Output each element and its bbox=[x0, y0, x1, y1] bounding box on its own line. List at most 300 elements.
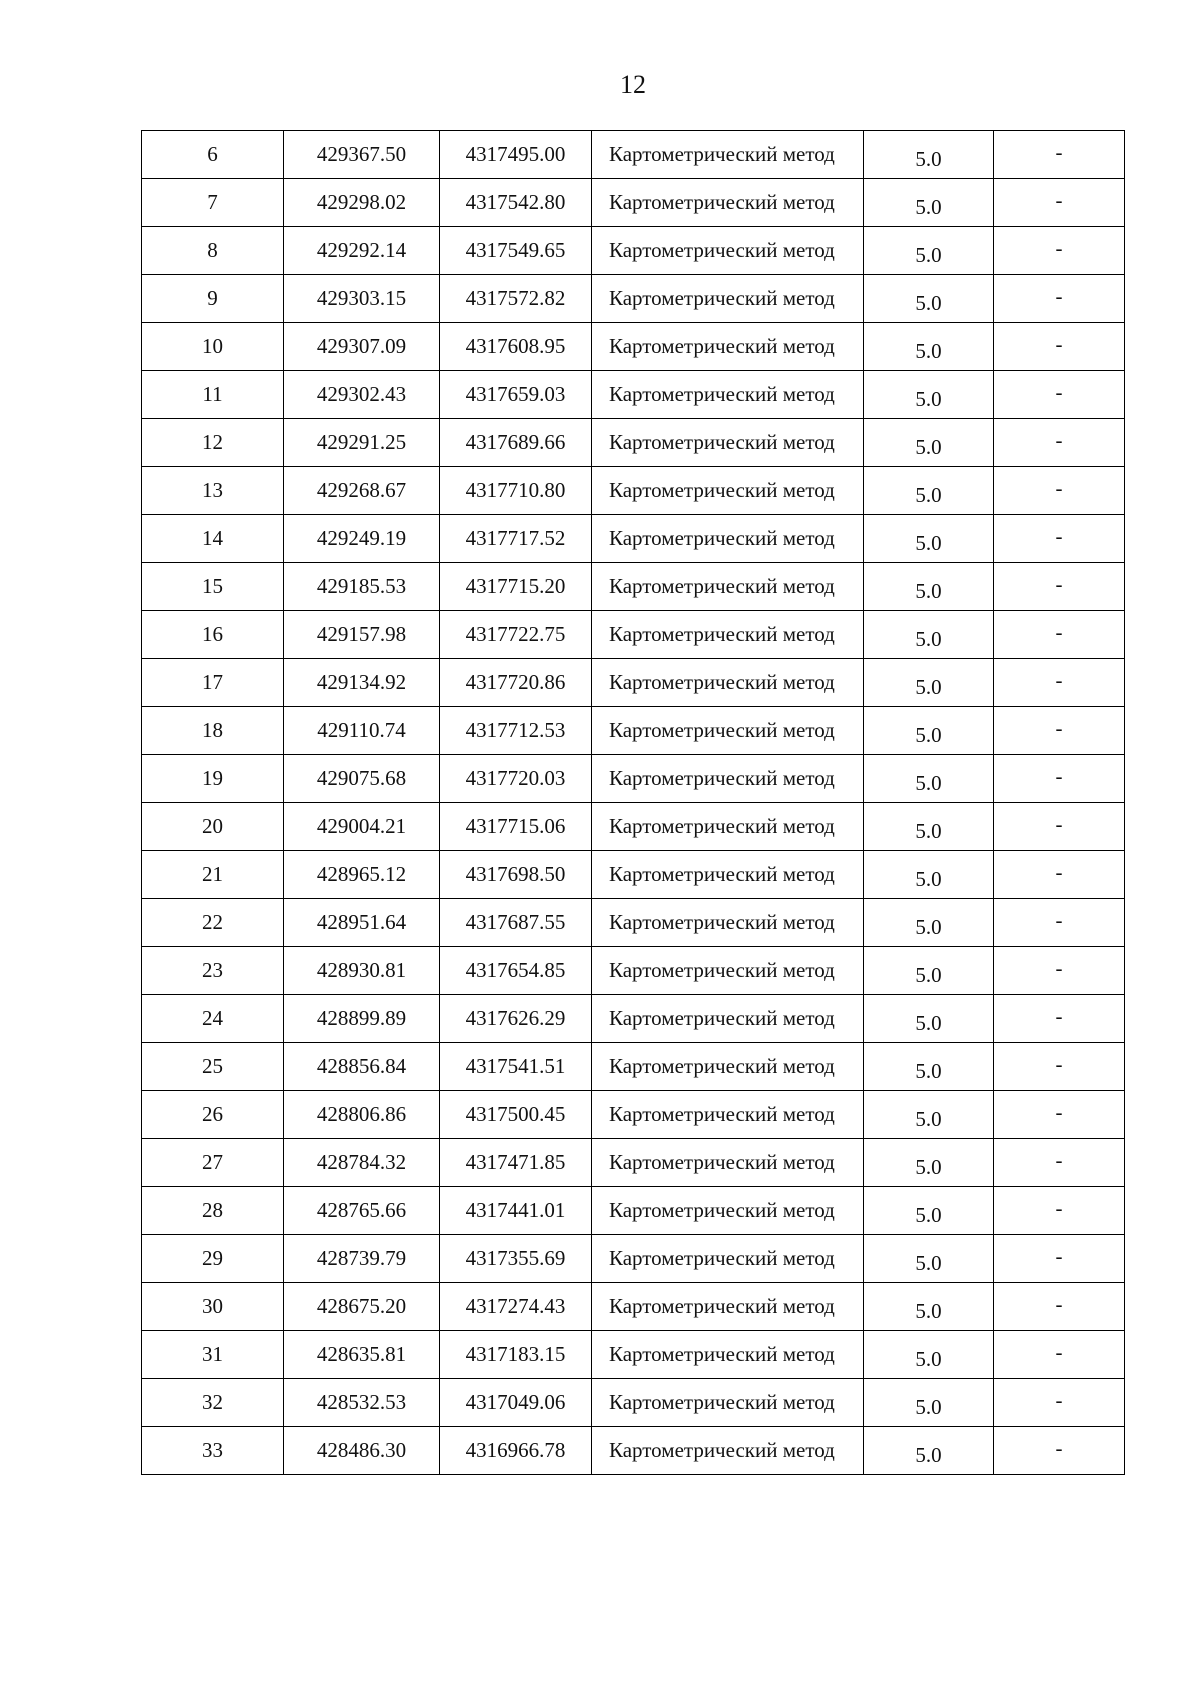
x-coordinate-cell-text: 429292.14 bbox=[316, 238, 407, 262]
table-row bbox=[142, 755, 1125, 803]
point-number-cell-text: 9 bbox=[207, 286, 218, 310]
accuracy-cell bbox=[864, 1091, 994, 1139]
point-number-cell-text: 20 bbox=[202, 814, 223, 838]
x-coordinate-cell-text: 429307.09 bbox=[316, 334, 407, 358]
method-cell-text: Картометрический метод bbox=[609, 958, 835, 982]
y-coordinate-cell-text: 4317274.43 bbox=[465, 1294, 566, 1318]
y-coordinate-cell bbox=[440, 1139, 592, 1187]
y-coordinate-cell bbox=[440, 1187, 592, 1235]
y-coordinate-cell bbox=[440, 179, 592, 227]
extra-cell-text: - bbox=[1055, 1100, 1063, 1124]
accuracy-cell bbox=[864, 419, 994, 467]
y-coordinate-cell-text: 4317608.95 bbox=[465, 334, 566, 358]
x-coordinate-cell bbox=[284, 1187, 440, 1235]
accuracy-cell-text: 5.0 bbox=[915, 915, 942, 939]
x-coordinate-cell bbox=[284, 755, 440, 803]
x-coordinate-cell-text: 429157.98 bbox=[316, 622, 407, 646]
accuracy-cell bbox=[864, 659, 994, 707]
coordinates-table bbox=[141, 130, 1125, 1475]
accuracy-cell-text: 5.0 bbox=[915, 1203, 942, 1227]
y-coordinate-cell bbox=[440, 899, 592, 947]
method-cell bbox=[592, 995, 864, 1043]
point-number-cell bbox=[142, 803, 284, 851]
accuracy-cell bbox=[864, 707, 994, 755]
point-number-cell bbox=[142, 563, 284, 611]
point-number-cell-text: 8 bbox=[207, 238, 218, 262]
extra-cell bbox=[994, 707, 1125, 755]
point-number-cell-text: 17 bbox=[202, 670, 223, 694]
x-coordinate-cell-text: 429004.21 bbox=[316, 814, 407, 838]
accuracy-cell-text: 5.0 bbox=[915, 435, 942, 459]
accuracy-cell-text: 5.0 bbox=[915, 339, 942, 363]
extra-cell bbox=[994, 179, 1125, 227]
y-coordinate-cell bbox=[440, 1235, 592, 1283]
y-coordinate-cell bbox=[440, 851, 592, 899]
x-coordinate-cell-text: 428675.20 bbox=[316, 1294, 407, 1318]
extra-cell-text: - bbox=[1055, 476, 1063, 500]
x-coordinate-cell bbox=[284, 611, 440, 659]
x-coordinate-cell bbox=[284, 467, 440, 515]
point-number-cell bbox=[142, 371, 284, 419]
x-coordinate-cell bbox=[284, 179, 440, 227]
table-row bbox=[142, 179, 1125, 227]
x-coordinate-cell-text: 429075.68 bbox=[316, 766, 407, 790]
accuracy-cell-text: 5.0 bbox=[915, 675, 942, 699]
method-cell-text: Картометрический метод bbox=[609, 286, 835, 310]
x-coordinate-cell bbox=[284, 659, 440, 707]
accuracy-cell bbox=[864, 467, 994, 515]
accuracy-cell bbox=[864, 515, 994, 563]
point-number-cell-text: 15 bbox=[202, 574, 223, 598]
x-coordinate-cell-text: 428951.64 bbox=[316, 910, 407, 934]
x-coordinate-cell bbox=[284, 995, 440, 1043]
point-number-cell-text: 23 bbox=[202, 958, 223, 982]
extra-cell-text: - bbox=[1055, 284, 1063, 308]
extra-cell-text: - bbox=[1055, 1388, 1063, 1412]
accuracy-cell bbox=[864, 899, 994, 947]
point-number-cell-text: 12 bbox=[202, 430, 223, 454]
extra-cell bbox=[994, 1139, 1125, 1187]
extra-cell-text: - bbox=[1055, 1196, 1063, 1220]
table-row bbox=[142, 1187, 1125, 1235]
y-coordinate-cell bbox=[440, 1283, 592, 1331]
table-row bbox=[142, 131, 1125, 179]
y-coordinate-cell bbox=[440, 563, 592, 611]
accuracy-cell-text: 5.0 bbox=[915, 147, 942, 171]
point-number-cell-text: 10 bbox=[202, 334, 223, 358]
table-row bbox=[142, 515, 1125, 563]
point-number-cell-text: 26 bbox=[202, 1102, 223, 1126]
extra-cell-text: - bbox=[1055, 956, 1063, 980]
y-coordinate-cell-text: 4317654.85 bbox=[465, 958, 566, 982]
y-coordinate-cell bbox=[440, 515, 592, 563]
extra-cell-text: - bbox=[1055, 188, 1063, 212]
y-coordinate-cell-text: 4317471.85 bbox=[465, 1150, 566, 1174]
y-coordinate-cell bbox=[440, 467, 592, 515]
point-number-cell-text: 29 bbox=[202, 1246, 223, 1270]
extra-cell-text: - bbox=[1055, 764, 1063, 788]
accuracy-cell-text: 5.0 bbox=[915, 723, 942, 747]
point-number-cell bbox=[142, 1235, 284, 1283]
method-cell-text: Картометрический метод bbox=[609, 1054, 835, 1078]
point-number-cell bbox=[142, 275, 284, 323]
table-row bbox=[142, 1379, 1125, 1427]
y-coordinate-cell-text: 4317720.03 bbox=[465, 766, 566, 790]
x-coordinate-cell bbox=[284, 1139, 440, 1187]
y-coordinate-cell bbox=[440, 1427, 592, 1475]
y-coordinate-cell bbox=[440, 275, 592, 323]
x-coordinate-cell bbox=[284, 275, 440, 323]
accuracy-cell bbox=[864, 1187, 994, 1235]
method-cell-text: Картометрический метод bbox=[609, 478, 835, 502]
table-row bbox=[142, 1331, 1125, 1379]
x-coordinate-cell-text: 429303.15 bbox=[316, 286, 407, 310]
accuracy-cell-text: 5.0 bbox=[915, 1347, 942, 1371]
x-coordinate-cell bbox=[284, 1427, 440, 1475]
method-cell-text: Картометрический метод bbox=[609, 1198, 835, 1222]
table-row bbox=[142, 803, 1125, 851]
extra-cell bbox=[994, 1379, 1125, 1427]
x-coordinate-cell bbox=[284, 707, 440, 755]
point-number-cell bbox=[142, 899, 284, 947]
extra-cell-text: - bbox=[1055, 236, 1063, 260]
table-row bbox=[142, 1235, 1125, 1283]
extra-cell bbox=[994, 1091, 1125, 1139]
y-coordinate-cell-text: 4317687.55 bbox=[465, 910, 566, 934]
y-coordinate-cell-text: 4317717.52 bbox=[465, 526, 566, 550]
x-coordinate-cell bbox=[284, 899, 440, 947]
y-coordinate-cell-text: 4317715.20 bbox=[465, 574, 566, 598]
method-cell bbox=[592, 803, 864, 851]
extra-cell-text: - bbox=[1055, 1004, 1063, 1028]
y-coordinate-cell bbox=[440, 1043, 592, 1091]
y-coordinate-cell-text: 4317355.69 bbox=[465, 1246, 566, 1270]
point-number-cell-text: 18 bbox=[202, 718, 223, 742]
y-coordinate-cell-text: 4317715.06 bbox=[465, 814, 566, 838]
method-cell bbox=[592, 179, 864, 227]
y-coordinate-cell-text: 4317698.50 bbox=[465, 862, 566, 886]
point-number-cell bbox=[142, 1187, 284, 1235]
y-coordinate-cell bbox=[440, 755, 592, 803]
point-number-cell-text: 14 bbox=[202, 526, 223, 550]
method-cell-text: Картометрический метод bbox=[609, 814, 835, 838]
point-number-cell-text: 19 bbox=[202, 766, 223, 790]
method-cell bbox=[592, 323, 864, 371]
point-number-cell-text: 16 bbox=[202, 622, 223, 646]
point-number-cell-text: 11 bbox=[202, 382, 223, 406]
extra-cell-text: - bbox=[1055, 812, 1063, 836]
accuracy-cell bbox=[864, 1379, 994, 1427]
extra-cell bbox=[994, 371, 1125, 419]
point-number-cell-text: 28 bbox=[202, 1198, 223, 1222]
y-coordinate-cell bbox=[440, 611, 592, 659]
y-coordinate-cell-text: 4317183.15 bbox=[465, 1342, 566, 1366]
x-coordinate-cell-text: 428899.89 bbox=[316, 1006, 407, 1030]
extra-cell bbox=[994, 995, 1125, 1043]
accuracy-cell-text: 5.0 bbox=[915, 243, 942, 267]
method-cell-text: Картометрический метод bbox=[609, 1390, 835, 1414]
extra-cell-text: - bbox=[1055, 140, 1063, 164]
extra-cell bbox=[994, 1235, 1125, 1283]
extra-cell-text: - bbox=[1055, 620, 1063, 644]
y-coordinate-cell bbox=[440, 419, 592, 467]
x-coordinate-cell-text: 428856.84 bbox=[316, 1054, 407, 1078]
method-cell-text: Картометрический метод bbox=[609, 1342, 835, 1366]
x-coordinate-cell-text: 429268.67 bbox=[316, 478, 407, 502]
accuracy-cell bbox=[864, 131, 994, 179]
x-coordinate-cell bbox=[284, 1043, 440, 1091]
extra-cell-text: - bbox=[1055, 716, 1063, 740]
method-cell-text: Картометрический метод bbox=[609, 238, 835, 262]
y-coordinate-cell bbox=[440, 1331, 592, 1379]
point-number-cell-text: 25 bbox=[202, 1054, 223, 1078]
point-number-cell bbox=[142, 1427, 284, 1475]
y-coordinate-cell bbox=[440, 707, 592, 755]
x-coordinate-cell bbox=[284, 1235, 440, 1283]
y-coordinate-cell bbox=[440, 803, 592, 851]
accuracy-cell-text: 5.0 bbox=[915, 963, 942, 987]
method-cell bbox=[592, 467, 864, 515]
method-cell-text: Картометрический метод bbox=[609, 1246, 835, 1270]
y-coordinate-cell-text: 4317722.75 bbox=[465, 622, 566, 646]
table-row bbox=[142, 947, 1125, 995]
method-cell-text: Картометрический метод bbox=[609, 1294, 835, 1318]
accuracy-cell-text: 5.0 bbox=[915, 1299, 942, 1323]
y-coordinate-cell-text: 4317049.06 bbox=[465, 1390, 566, 1414]
accuracy-cell bbox=[864, 1043, 994, 1091]
method-cell-text: Картометрический метод bbox=[609, 766, 835, 790]
x-coordinate-cell-text: 428806.86 bbox=[316, 1102, 407, 1126]
accuracy-cell bbox=[864, 1235, 994, 1283]
method-cell bbox=[592, 227, 864, 275]
x-coordinate-cell-text: 429134.92 bbox=[316, 670, 407, 694]
accuracy-cell-text: 5.0 bbox=[915, 1107, 942, 1131]
accuracy-cell bbox=[864, 275, 994, 323]
point-number-cell-text: 27 bbox=[202, 1150, 223, 1174]
y-coordinate-cell-text: 4317659.03 bbox=[465, 382, 566, 406]
table-row bbox=[142, 1091, 1125, 1139]
extra-cell-text: - bbox=[1055, 908, 1063, 932]
accuracy-cell bbox=[864, 227, 994, 275]
method-cell bbox=[592, 1427, 864, 1475]
table-row bbox=[142, 1427, 1125, 1475]
x-coordinate-cell-text: 429291.25 bbox=[316, 430, 407, 454]
table-row bbox=[142, 851, 1125, 899]
y-coordinate-cell-text: 4317500.45 bbox=[465, 1102, 566, 1126]
point-number-cell-text: 22 bbox=[202, 910, 223, 934]
x-coordinate-cell-text: 428739.79 bbox=[316, 1246, 407, 1270]
x-coordinate-cell-text: 428635.81 bbox=[316, 1342, 407, 1366]
y-coordinate-cell-text: 4317441.01 bbox=[465, 1198, 566, 1222]
extra-cell bbox=[994, 467, 1125, 515]
extra-cell bbox=[994, 1283, 1125, 1331]
accuracy-cell bbox=[864, 1283, 994, 1331]
table-row bbox=[142, 1283, 1125, 1331]
accuracy-cell bbox=[864, 1139, 994, 1187]
method-cell bbox=[592, 851, 864, 899]
x-coordinate-cell-text: 429249.19 bbox=[316, 526, 407, 550]
extra-cell-text: - bbox=[1055, 332, 1063, 356]
accuracy-cell bbox=[864, 323, 994, 371]
point-number-cell bbox=[142, 227, 284, 275]
method-cell-text: Картометрический метод bbox=[609, 1438, 835, 1462]
method-cell bbox=[592, 419, 864, 467]
accuracy-cell-text: 5.0 bbox=[915, 195, 942, 219]
table-row bbox=[142, 227, 1125, 275]
y-coordinate-cell-text: 4317541.51 bbox=[465, 1054, 566, 1078]
y-coordinate-cell-text: 4317626.29 bbox=[465, 1006, 566, 1030]
accuracy-cell bbox=[864, 611, 994, 659]
point-number-cell bbox=[142, 755, 284, 803]
point-number-cell-text: 13 bbox=[202, 478, 223, 502]
accuracy-cell-text: 5.0 bbox=[915, 771, 942, 795]
accuracy-cell bbox=[864, 995, 994, 1043]
method-cell-text: Картометрический метод bbox=[609, 526, 835, 550]
extra-cell-text: - bbox=[1055, 1340, 1063, 1364]
method-cell bbox=[592, 131, 864, 179]
x-coordinate-cell-text: 429110.74 bbox=[317, 718, 406, 742]
table-row bbox=[142, 467, 1125, 515]
point-number-cell-text: 6 bbox=[207, 142, 218, 166]
point-number-cell bbox=[142, 323, 284, 371]
extra-cell-text: - bbox=[1055, 1292, 1063, 1316]
x-coordinate-cell-text: 429302.43 bbox=[316, 382, 407, 406]
accuracy-cell-text: 5.0 bbox=[915, 819, 942, 843]
method-cell bbox=[592, 275, 864, 323]
point-number-cell bbox=[142, 131, 284, 179]
method-cell bbox=[592, 563, 864, 611]
extra-cell bbox=[994, 563, 1125, 611]
point-number-cell bbox=[142, 1379, 284, 1427]
x-coordinate-cell-text: 429298.02 bbox=[316, 190, 407, 214]
extra-cell bbox=[994, 227, 1125, 275]
method-cell-text: Картометрический метод bbox=[609, 1150, 835, 1174]
accuracy-cell-text: 5.0 bbox=[915, 387, 942, 411]
method-cell bbox=[592, 1139, 864, 1187]
extra-cell-text: - bbox=[1055, 1052, 1063, 1076]
point-number-cell bbox=[142, 707, 284, 755]
accuracy-cell-text: 5.0 bbox=[915, 1011, 942, 1035]
extra-cell-text: - bbox=[1055, 524, 1063, 548]
extra-cell bbox=[994, 131, 1125, 179]
page-number: 12 bbox=[620, 70, 646, 99]
y-coordinate-cell-text: 4317542.80 bbox=[465, 190, 566, 214]
y-coordinate-cell-text: 4316966.78 bbox=[465, 1438, 566, 1462]
y-coordinate-cell-text: 4317710.80 bbox=[465, 478, 566, 502]
x-coordinate-cell-text: 428486.30 bbox=[316, 1438, 407, 1462]
y-coordinate-cell-text: 4317720.86 bbox=[465, 670, 566, 694]
extra-cell bbox=[994, 1331, 1125, 1379]
y-coordinate-cell-text: 4317712.53 bbox=[465, 718, 566, 742]
method-cell-text: Картометрический метод bbox=[609, 862, 835, 886]
method-cell bbox=[592, 371, 864, 419]
table-row bbox=[142, 371, 1125, 419]
accuracy-cell-text: 5.0 bbox=[915, 1251, 942, 1275]
extra-cell-text: - bbox=[1055, 668, 1063, 692]
accuracy-cell-text: 5.0 bbox=[915, 483, 942, 507]
y-coordinate-cell bbox=[440, 371, 592, 419]
x-coordinate-cell-text: 429367.50 bbox=[316, 142, 407, 166]
y-coordinate-cell-text: 4317572.82 bbox=[465, 286, 566, 310]
y-coordinate-cell bbox=[440, 323, 592, 371]
extra-cell bbox=[994, 755, 1125, 803]
accuracy-cell-text: 5.0 bbox=[915, 1443, 942, 1467]
accuracy-cell bbox=[864, 755, 994, 803]
point-number-cell bbox=[142, 995, 284, 1043]
accuracy-cell bbox=[864, 851, 994, 899]
y-coordinate-cell-text: 4317549.65 bbox=[465, 238, 566, 262]
accuracy-cell-text: 5.0 bbox=[915, 1059, 942, 1083]
y-coordinate-cell bbox=[440, 659, 592, 707]
extra-cell-text: - bbox=[1055, 428, 1063, 452]
extra-cell-text: - bbox=[1055, 572, 1063, 596]
method-cell bbox=[592, 1187, 864, 1235]
point-number-cell-text: 33 bbox=[202, 1438, 223, 1462]
method-cell-text: Картометрический метод bbox=[609, 1006, 835, 1030]
extra-cell bbox=[994, 947, 1125, 995]
accuracy-cell-text: 5.0 bbox=[915, 1395, 942, 1419]
method-cell bbox=[592, 947, 864, 995]
table-row bbox=[142, 611, 1125, 659]
x-coordinate-cell-text: 429185.53 bbox=[316, 574, 407, 598]
extra-cell bbox=[994, 1427, 1125, 1475]
extra-cell-text: - bbox=[1055, 1148, 1063, 1172]
method-cell bbox=[592, 659, 864, 707]
method-cell-text: Картометрический метод bbox=[609, 382, 835, 406]
x-coordinate-cell bbox=[284, 131, 440, 179]
method-cell-text: Картометрический метод bbox=[609, 334, 835, 358]
extra-cell bbox=[994, 1187, 1125, 1235]
method-cell-text: Картометрический метод bbox=[609, 190, 835, 214]
x-coordinate-cell bbox=[284, 371, 440, 419]
point-number-cell bbox=[142, 611, 284, 659]
accuracy-cell-text: 5.0 bbox=[915, 531, 942, 555]
method-cell-text: Картометрический метод bbox=[609, 142, 835, 166]
x-coordinate-cell bbox=[284, 227, 440, 275]
point-number-cell bbox=[142, 467, 284, 515]
method-cell bbox=[592, 1331, 864, 1379]
accuracy-cell-text: 5.0 bbox=[915, 579, 942, 603]
method-cell-text: Картометрический метод bbox=[609, 622, 835, 646]
method-cell bbox=[592, 1043, 864, 1091]
point-number-cell-text: 7 bbox=[207, 190, 218, 214]
point-number-cell-text: 21 bbox=[202, 862, 223, 886]
point-number-cell bbox=[142, 659, 284, 707]
table-row bbox=[142, 1043, 1125, 1091]
point-number-cell bbox=[142, 179, 284, 227]
method-cell-text: Картометрический метод bbox=[609, 430, 835, 454]
y-coordinate-cell bbox=[440, 995, 592, 1043]
method-cell bbox=[592, 515, 864, 563]
x-coordinate-cell bbox=[284, 803, 440, 851]
x-coordinate-cell bbox=[284, 563, 440, 611]
y-coordinate-cell bbox=[440, 1091, 592, 1139]
accuracy-cell bbox=[864, 1427, 994, 1475]
table-row bbox=[142, 899, 1125, 947]
x-coordinate-cell bbox=[284, 947, 440, 995]
method-cell bbox=[592, 1379, 864, 1427]
accuracy-cell-text: 5.0 bbox=[915, 1155, 942, 1179]
accuracy-cell bbox=[864, 179, 994, 227]
extra-cell bbox=[994, 275, 1125, 323]
point-number-cell-text: 30 bbox=[202, 1294, 223, 1318]
table-row bbox=[142, 563, 1125, 611]
accuracy-cell bbox=[864, 947, 994, 995]
extra-cell bbox=[994, 899, 1125, 947]
method-cell-text: Картометрический метод bbox=[609, 1102, 835, 1126]
x-coordinate-cell-text: 428784.32 bbox=[316, 1150, 407, 1174]
accuracy-cell-text: 5.0 bbox=[915, 627, 942, 651]
